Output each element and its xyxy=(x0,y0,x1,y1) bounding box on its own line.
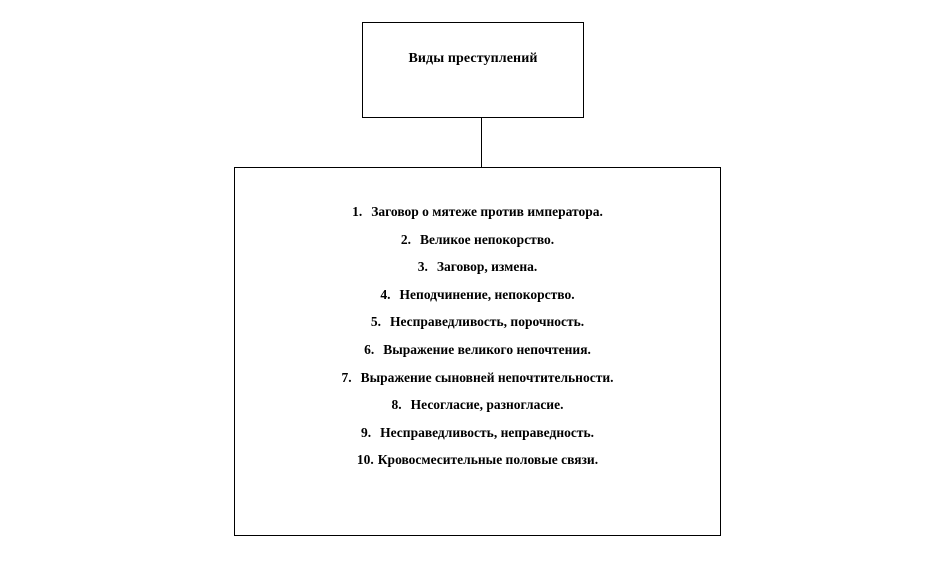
item-text: Заговор, измена. xyxy=(436,259,538,275)
item-number: 2. xyxy=(400,231,411,247)
root-node-box xyxy=(362,22,584,118)
item-text: Несогласие, разногласие. xyxy=(410,397,564,413)
item-number: 7. xyxy=(341,369,352,385)
item-number: 1. xyxy=(352,204,363,219)
list-item xyxy=(235,340,720,368)
item-number: 10. xyxy=(356,452,374,468)
child-node-box xyxy=(234,167,721,536)
item-text: Кровосмесительные половые связи. xyxy=(377,452,599,468)
item-text: Выражение великого непочтения. xyxy=(383,341,591,357)
list-item xyxy=(235,230,720,258)
item-number: 6. xyxy=(364,341,375,357)
list-item xyxy=(235,257,720,285)
list-item xyxy=(235,450,720,478)
item-text: Великое непокорство. xyxy=(419,231,555,247)
item-number: 4. xyxy=(380,286,391,302)
item-number: 8. xyxy=(391,397,402,413)
item-text: Заговор о мятеже против императора. xyxy=(371,204,603,219)
list-item xyxy=(235,395,720,423)
root-node-title: Виды преступлений xyxy=(408,51,538,66)
list-item xyxy=(235,368,720,396)
item-number: 3. xyxy=(417,259,428,275)
item-number: 5. xyxy=(370,314,381,330)
item-number: 9. xyxy=(361,424,372,440)
list-item xyxy=(235,312,720,340)
item-text: Несправедливость, неправедность. xyxy=(380,424,594,440)
list-item xyxy=(235,202,720,230)
item-text: Неподчинение, непокорство. xyxy=(399,286,575,302)
item-text: Выражение сыновней непочтительности. xyxy=(360,369,614,385)
connector-line xyxy=(481,118,482,167)
item-text: Несправедливость, порочность. xyxy=(389,314,585,330)
crime-list xyxy=(235,202,720,478)
list-item xyxy=(235,285,720,313)
list-item xyxy=(235,423,720,451)
